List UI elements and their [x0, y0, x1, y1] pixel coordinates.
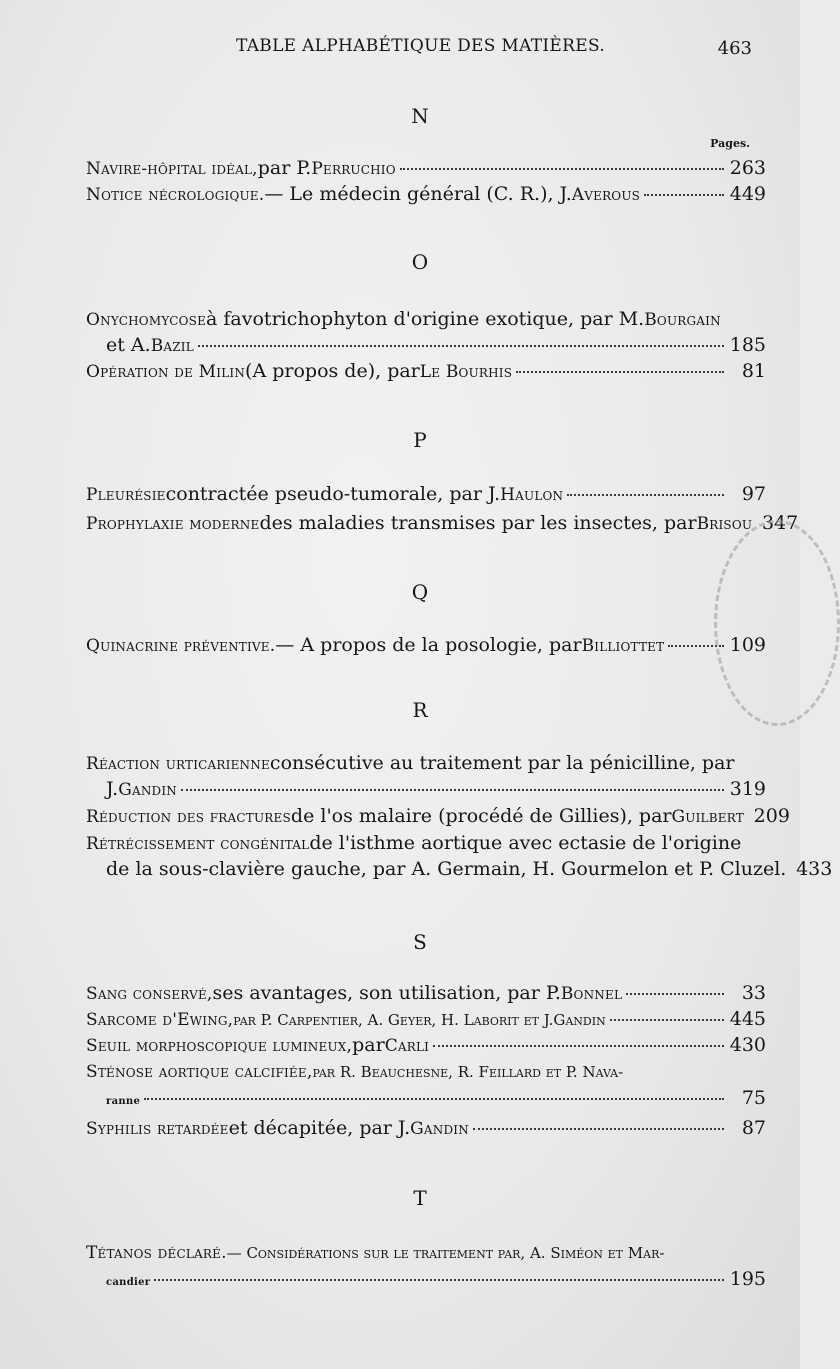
index-entry — [86, 980, 766, 1006]
entry-heading: Pleurésie — [86, 485, 166, 505]
entry-heading: Prophylaxie moderne — [86, 514, 260, 534]
entry-author: Bazil — [150, 336, 194, 356]
entry-page: 445 — [729, 1008, 766, 1030]
dot-leader — [433, 1045, 724, 1047]
page-number: 463 — [717, 38, 752, 59]
dot-leader — [626, 993, 724, 995]
entry-text: par P. — [257, 157, 312, 179]
entry-page: 319 — [729, 778, 766, 800]
entry-heading: Quinacrine préventive. — [86, 636, 276, 656]
entry-author: Gandin — [118, 780, 177, 800]
library-stamp — [714, 520, 840, 726]
entry-text: des maladies transmises par les insectes, par — [259, 512, 697, 534]
entry-text: — Le médecin général (C. R.), J. — [264, 183, 572, 205]
section-letter-o: O — [411, 250, 429, 274]
section-letter-n: N — [411, 104, 429, 128]
entry-author: Bonnel — [560, 984, 623, 1004]
index-entry — [86, 632, 766, 658]
pages-column-label: Pages. — [710, 137, 750, 150]
entry-author: Le Bourhis — [419, 362, 513, 382]
entry-text: à favotrichophyton d'origine exotique, par M. — [206, 308, 645, 330]
index-entry — [86, 830, 833, 882]
dot-leader — [516, 371, 724, 373]
entry-author: Billiottet — [581, 636, 665, 656]
entry-page: 195 — [729, 1268, 766, 1290]
entry-text: par — [352, 1034, 385, 1056]
entry-text: contractée pseudo-tumorale, par J. — [165, 483, 501, 505]
entry-heading: Seuil morphoscopique lumineux, — [86, 1036, 353, 1056]
entry-page: 209 — [753, 805, 790, 827]
entry-page: 81 — [741, 360, 766, 382]
entry-page: 433 — [796, 858, 833, 880]
entry-text: de l'isthme aortique avec ectasie de l'origine — [309, 832, 742, 854]
section-letter-s: S — [413, 930, 427, 954]
dot-leader — [154, 1279, 724, 1281]
entry-heading: Réduction des fractures — [86, 807, 291, 827]
dot-leader — [644, 194, 724, 196]
entry-page: 33 — [741, 982, 766, 1004]
entry-author: Brisou — [696, 514, 753, 534]
entry-heading: Sang conservé, — [86, 984, 213, 1004]
dot-leader — [473, 1128, 724, 1130]
entry-page: 109 — [729, 634, 766, 656]
index-entry — [86, 481, 766, 507]
index-entry — [86, 1006, 766, 1032]
entry-text: et A. — [106, 334, 151, 356]
section-letter-r: R — [412, 698, 428, 722]
entry-page: 347 — [761, 512, 799, 534]
entry-heading: Réaction urticarienne — [86, 754, 270, 774]
entry-author: Bourgain — [644, 310, 721, 330]
entry-page: 449 — [729, 183, 766, 205]
dot-leader — [610, 1019, 724, 1021]
entry-heading: Onychomycose — [86, 310, 207, 330]
entry-author: Gandin — [553, 1011, 606, 1029]
index-entry — [86, 750, 766, 802]
entry-text: — Considérations sur le traitement par, A. Siméon et Mar- — [226, 1244, 665, 1262]
entry-tail: ranne — [106, 1096, 141, 1107]
entry-author: Haulon — [500, 485, 564, 505]
entry-page: 75 — [741, 1087, 766, 1109]
dot-leader — [181, 789, 724, 791]
entry-tail: candier — [106, 1277, 151, 1288]
dot-leader — [198, 345, 724, 347]
index-entry — [86, 1032, 766, 1058]
index-entry — [86, 358, 766, 384]
entry-text: — A propos de la posologie, par — [275, 634, 582, 656]
entry-text: J. — [106, 778, 119, 800]
index-entry — [86, 306, 766, 358]
section-letter-q: Q — [411, 580, 429, 604]
index-entry — [86, 1240, 766, 1292]
entry-heading: Notice nécrologique. — [86, 185, 265, 205]
entry-text: consécutive au traitement par la pénicilline, par — [269, 752, 735, 774]
entry-heading: Sarcome d'Ewing, — [86, 1010, 234, 1030]
entry-text: de l'os malaire (procédé de Gillies), par — [290, 805, 672, 827]
entry-text: de la sous-clavière gauche, par A. Germain, H. Gourmelon et P. Cluzel. — [106, 858, 787, 880]
section-letter-p: P — [413, 428, 427, 452]
entry-text: par R. Beauchesne, R. Feillard et P. Nava- — [312, 1063, 624, 1081]
entry-text: et décapitée, par J. — [228, 1117, 411, 1139]
entry-heading: Sténose aortique calcifiée, — [86, 1062, 313, 1082]
entry-text: ses avantages, son utilisation, par P. — [212, 982, 561, 1004]
section-letter-t: T — [413, 1186, 427, 1210]
index-entry — [86, 155, 766, 181]
entry-page: 185 — [729, 334, 766, 356]
entry-page: 430 — [729, 1034, 766, 1056]
entry-author: Perruchio — [311, 159, 396, 179]
dot-leader — [567, 494, 724, 496]
entry-heading: Syphilis retardée — [86, 1119, 229, 1139]
entry-author: Averous — [571, 185, 641, 205]
index-entry — [86, 510, 799, 536]
entry-heading: Navire-hôpital idéal, — [86, 159, 258, 179]
running-head-title: TABLE ALPHABÉTIQUE DES MATIÈRES. — [236, 36, 605, 56]
entry-author: Guilbert — [671, 807, 744, 827]
entry-heading: Opération de Milin — [86, 362, 246, 382]
index-entry — [86, 181, 766, 207]
running-head — [0, 36, 800, 66]
entry-text: par P. Carpentier, A. Geyer, H. Laborit et J. — [233, 1011, 554, 1029]
entry-text: (A propos de), par — [245, 360, 420, 382]
entry-author: Gandin — [410, 1119, 469, 1139]
index-entry — [86, 1059, 766, 1111]
entry-author: Carli — [384, 1036, 430, 1056]
index-entry — [86, 1115, 766, 1141]
entry-heading: Rétrécissement congénital — [86, 834, 310, 854]
entry-page: 97 — [741, 483, 766, 505]
dot-leader — [400, 168, 724, 170]
entry-heading: Tétanos déclaré. — [86, 1243, 227, 1263]
entry-page: 87 — [741, 1117, 766, 1139]
index-entry — [86, 803, 790, 829]
entry-page: 263 — [729, 157, 766, 179]
dot-leader — [144, 1098, 724, 1100]
